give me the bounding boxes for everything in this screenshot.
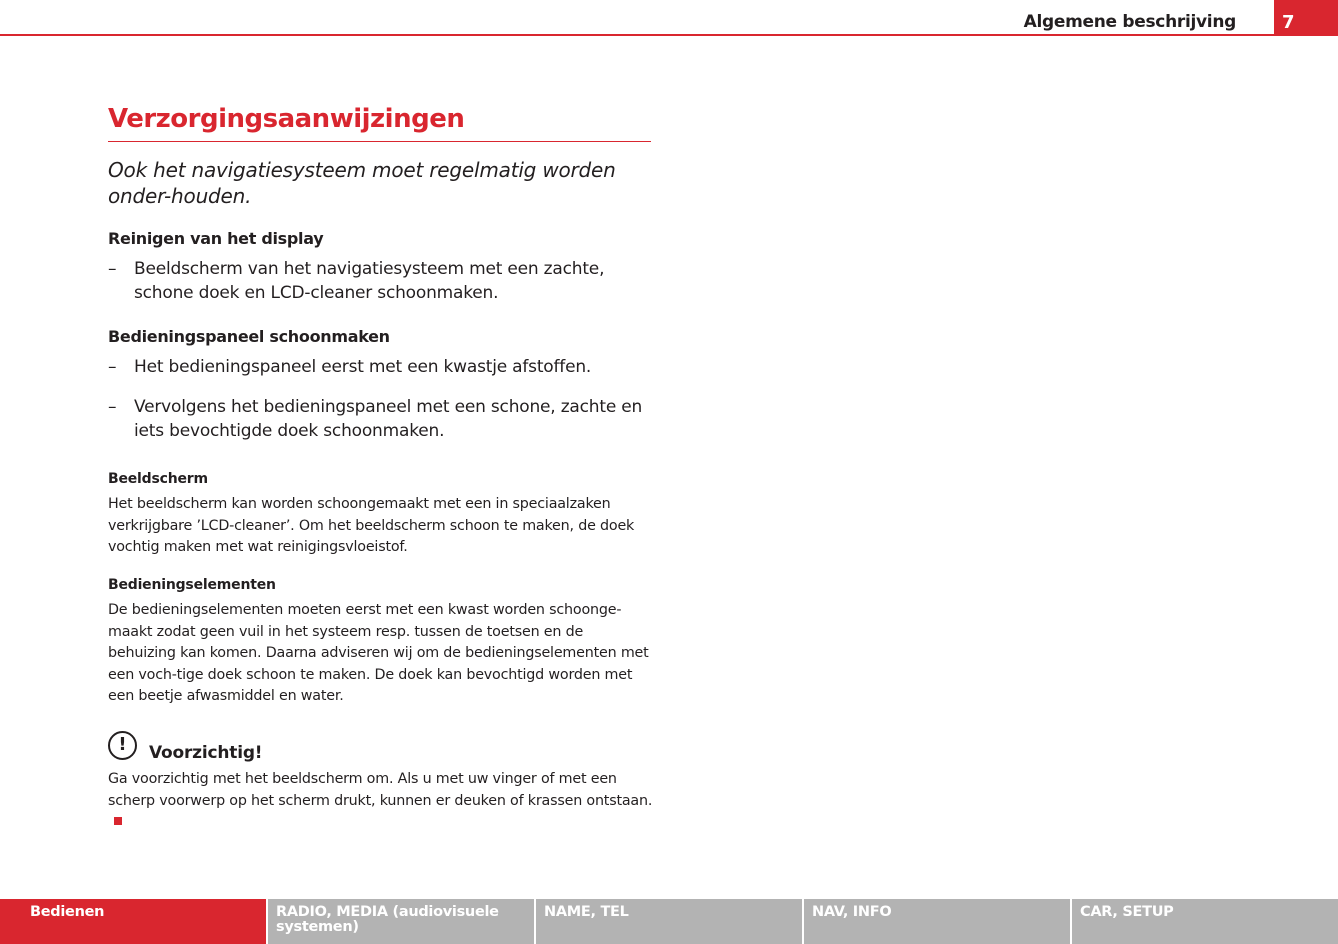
note-text-controls: De bedieningselementen moeten eerst met een kwast worden schoonge-maakt zodat geen vuil in het systeem resp. tussen de toetsen en de behuizing kan komen. Daarna adviseren wij om de bedieningselementen met een voch-tige doek schoon te maken. De doek kan bevochtigd worden met een beetje afwasmiddel en water. bbox=[108, 602, 649, 704]
bullet-item bbox=[108, 257, 651, 305]
bullet-dash: – bbox=[108, 397, 117, 417]
footer-nav bbox=[0, 899, 1338, 944]
tab-radio-media[interactable]: RADIO, MEDIA (audiovisuele systemen) bbox=[268, 899, 534, 944]
bullet-text: Beeldscherm van het navigatiesysteem met een zachte, schone doek en LCD-cleaner schoonmaken. bbox=[134, 259, 605, 303]
bullet-text: Vervolgens het bedieningspaneel met een schone, zachte en iets bevochtigde doek schoonmaken. bbox=[134, 397, 643, 441]
note-heading-controls: Bedieningselementen bbox=[108, 577, 276, 593]
bullet-dash: – bbox=[108, 357, 117, 377]
bullet-item bbox=[108, 395, 651, 443]
end-of-section-icon bbox=[114, 817, 122, 825]
section-heading-panel: Bedieningspaneel schoonmaken bbox=[108, 327, 390, 346]
header-rule bbox=[0, 34, 1338, 36]
tab-nav-info[interactable]: NAV, INFO bbox=[804, 899, 1070, 944]
section-title: Algemene beschrijving bbox=[1023, 12, 1236, 32]
caution-text-block bbox=[108, 769, 653, 834]
caution-text: Ga voorzichtig met het beeldscherm om. Als u met uw vinger of met een scherp voorwerp op het scherm drukt, kunnen er deuken of krassen ontstaan. bbox=[108, 771, 653, 809]
title-underline bbox=[108, 141, 651, 142]
bullet-dash: – bbox=[108, 259, 117, 279]
section-heading-display: Reinigen van het display bbox=[108, 229, 324, 248]
tab-bedienen[interactable]: Bedienen bbox=[0, 899, 266, 944]
bullet-text: Het bedieningspaneel eerst met een kwastje afstoffen. bbox=[134, 357, 592, 377]
tab-car-setup[interactable]: CAR, SETUP bbox=[1072, 899, 1338, 944]
bullet-item bbox=[108, 355, 651, 379]
page-title: Verzorgingsaanwijzingen bbox=[108, 104, 465, 134]
caution-icon: ! bbox=[108, 731, 137, 760]
lead-text: Ook het navigatiesysteem moet regelmatig worden onder-houden. bbox=[108, 158, 616, 208]
note-text-screen: Het beeldscherm kan worden schoongemaakt met een in speciaalzaken verkrijgbare ’LCD-cleaner’. Om het beeldscherm schoon te maken, de doek vochtig maken met wat reinigingsvloeistof. bbox=[108, 496, 635, 555]
tab-name-tel[interactable]: NAME, TEL bbox=[536, 899, 802, 944]
caution-title: Voorzichtig! bbox=[149, 743, 263, 763]
page-number: 7 bbox=[1274, 0, 1338, 35]
note-heading-screen: Beeldscherm bbox=[108, 471, 208, 487]
